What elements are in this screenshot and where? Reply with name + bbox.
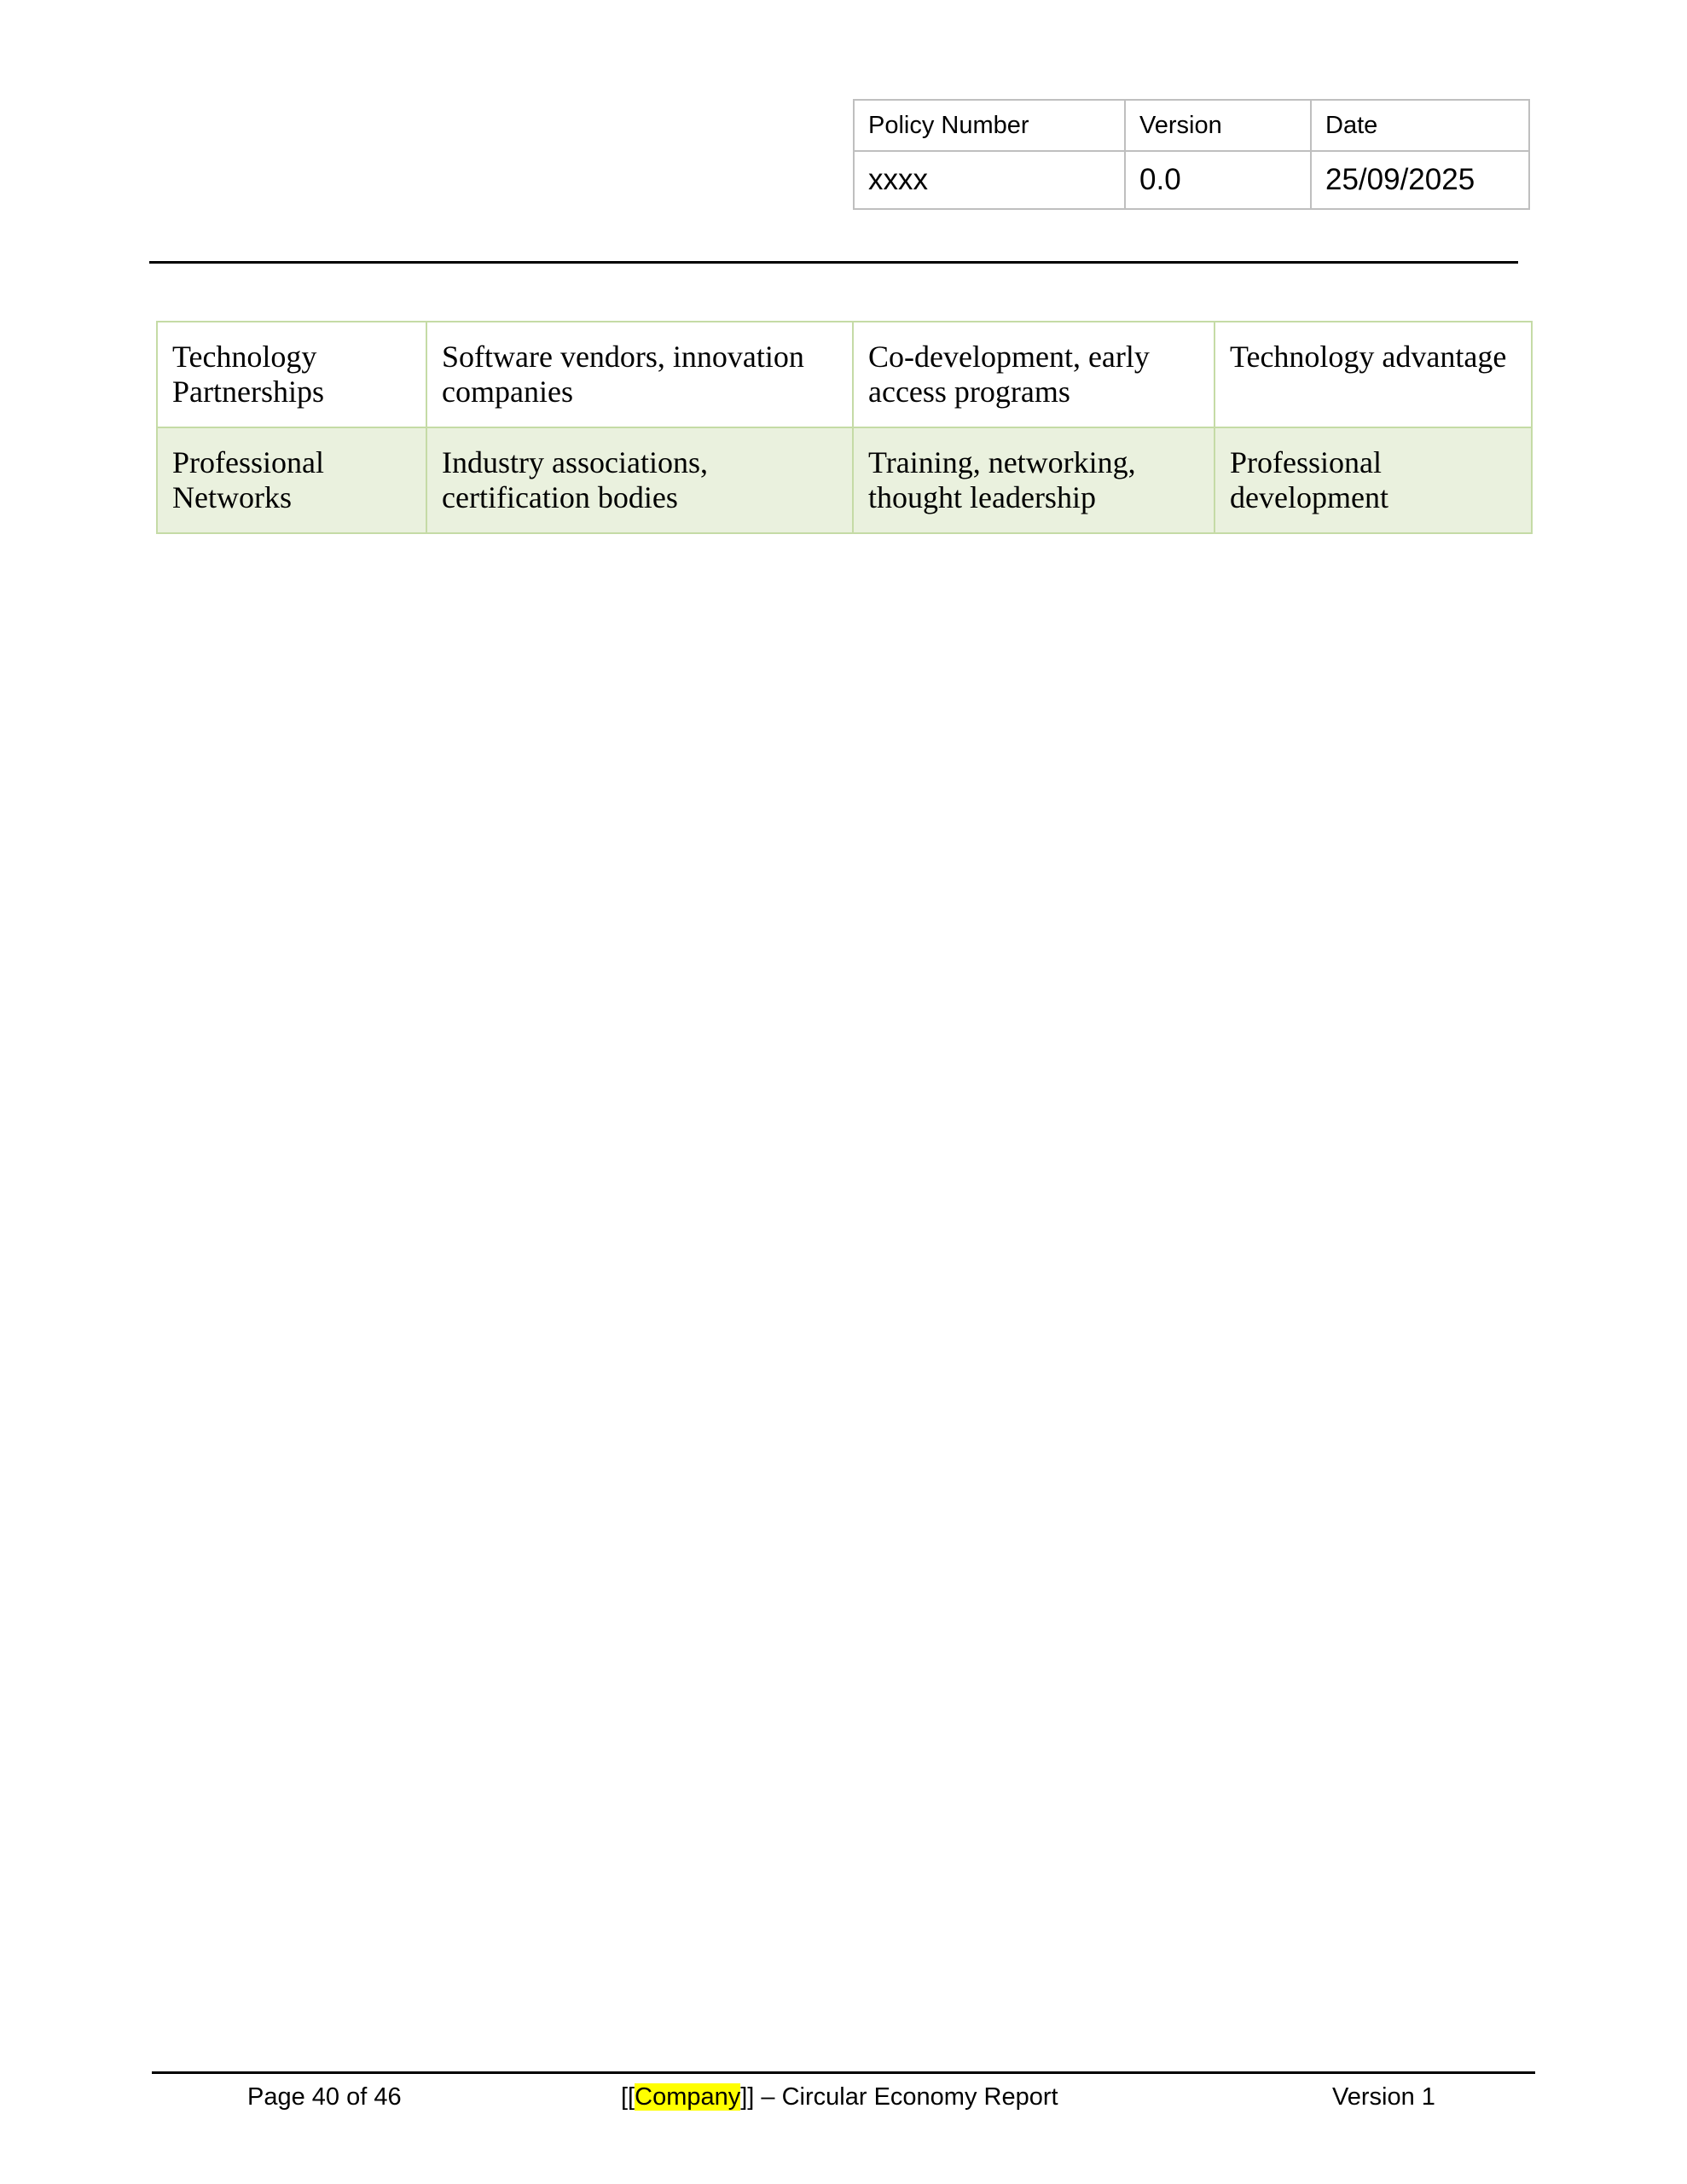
version-header: Version (1125, 100, 1311, 151)
footer-title (621, 2082, 1058, 2112)
table-cell: Software vendors, innovation companies (426, 322, 853, 427)
document-info-value-row (854, 151, 1529, 209)
header-divider (149, 261, 1518, 264)
policy-number-header: Policy Number (854, 100, 1125, 151)
table-cell: Professional Networks (157, 427, 426, 533)
table-cell: Technology advantage (1215, 322, 1532, 427)
footer-divider (152, 2071, 1535, 2074)
page-number: Page 40 of 46 (247, 2083, 402, 2111)
table-cell: Professional development (1215, 427, 1532, 533)
document-info-header-row (854, 100, 1529, 151)
footer-title-prefix: [[ (621, 2083, 635, 2111)
policy-number-value: xxxx (854, 151, 1125, 209)
table-row (157, 322, 1532, 427)
table-cell: Training, networking, thought leadership (853, 427, 1215, 533)
version-value: 0.0 (1125, 151, 1311, 209)
partnership-table (156, 321, 1533, 534)
table-cell: Technology Partnerships (157, 322, 426, 427)
company-placeholder: Company (635, 2083, 741, 2111)
table-cell: Industry associations, certification bodies (426, 427, 853, 533)
table-cell: Co-development, early access programs (853, 322, 1215, 427)
date-value: 25/09/2025 (1311, 151, 1529, 209)
footer-version: Version 1 (1332, 2083, 1435, 2111)
date-header: Date (1311, 100, 1529, 151)
table-row (157, 427, 1532, 533)
footer-title-suffix: ]] – Circular Economy Report (740, 2083, 1058, 2111)
document-info-table (853, 99, 1530, 210)
